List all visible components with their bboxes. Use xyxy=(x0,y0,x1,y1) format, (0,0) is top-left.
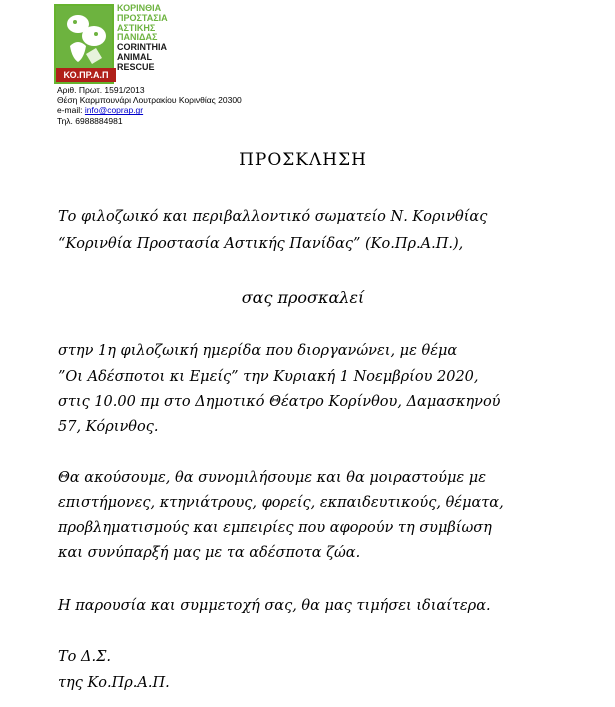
logo-badge: ΚΟ.ΠΡ.Α.Π xyxy=(56,68,116,82)
logo-wordmark xyxy=(117,4,177,73)
details-line: Θα ακούσουμε, θα συνομιλήσουμε και θα μοιραστούμε με xyxy=(58,470,486,486)
organization-logo xyxy=(54,4,172,84)
phone-number: Τηλ. 6988884981 xyxy=(57,115,123,126)
address: Θέση Καρμπουνάρι Λουτρακίου Κορινθίας 20300 xyxy=(57,95,242,106)
signature-line: Το Δ.Σ. xyxy=(58,649,111,665)
event-line: στις 10.00 πμ στο Δημοτικό Θέατρο Κορίνθου, Δαμασκηνού xyxy=(58,394,501,410)
logo-emblem xyxy=(54,4,114,84)
event-line: ”Οι Αδέσποτοι κι Εμείς” την Κυριακή 1 Νοεμβρίου 2020, xyxy=(58,369,479,385)
signature-line: της Κο.Πρ.Α.Π. xyxy=(58,675,170,691)
invites-heading: σας προσκαλεί xyxy=(241,288,365,307)
closing-line: Η παρουσία και συμμετοχή σας, θα μας τιμήσει ιδιαίτερα. xyxy=(58,598,491,614)
intro-line: “Κορινθία Προστασία Αστικής Πανίδας” (Κο.Πρ.Α.Π.), xyxy=(58,236,464,252)
letter-title: ΠΡΟΣΚΛΗΣΗ xyxy=(239,150,367,170)
email-label: e-mail: xyxy=(57,105,85,116)
logo-greek-line: ΠΑΝΙΔΑΣ xyxy=(117,32,158,43)
logo-greek-line: ΚΟΡΙΝΘΙΑ xyxy=(117,3,162,13)
logo-greek-line: ΠΡΟΣΤΑΣΙΑ xyxy=(117,12,168,23)
event-line: 57, Κόρινθος. xyxy=(58,419,159,435)
protocol-number: Αριθ. Πρωτ. 1591/2013 xyxy=(57,85,145,95)
details-line: επιστήμονες, κτηνιάτρους, φορείς, εκπαιδευτικούς, θέματα, xyxy=(58,495,504,511)
animals-silhouette-icon xyxy=(56,6,112,70)
logo-english-line: ANIMAL xyxy=(117,51,152,62)
details-line: και συνύπαρξή μας με τα αδέσποτα ζώα. xyxy=(58,545,361,561)
details-line: προβληματισμούς και εμπειρίες που αφορούν τη συμβίωση xyxy=(58,520,492,536)
email-row xyxy=(57,105,242,115)
logo-english-line: CORINTHIA xyxy=(117,42,167,53)
logo-english-line: RESCUE xyxy=(117,61,155,72)
email-link[interactable]: info@coprap.gr xyxy=(84,105,144,116)
intro-line: Το φιλοζωικό και περιβαλλοντικό σωματείο Ν. Κορινθίας xyxy=(58,209,488,225)
event-line: στην 1η φιλοζωική ημερίδα που διοργανώνει, με θέμα xyxy=(58,343,458,359)
logo-greek-line: ΑΣΤΙΚΗΣ xyxy=(117,22,156,33)
letterhead-info xyxy=(57,85,242,126)
